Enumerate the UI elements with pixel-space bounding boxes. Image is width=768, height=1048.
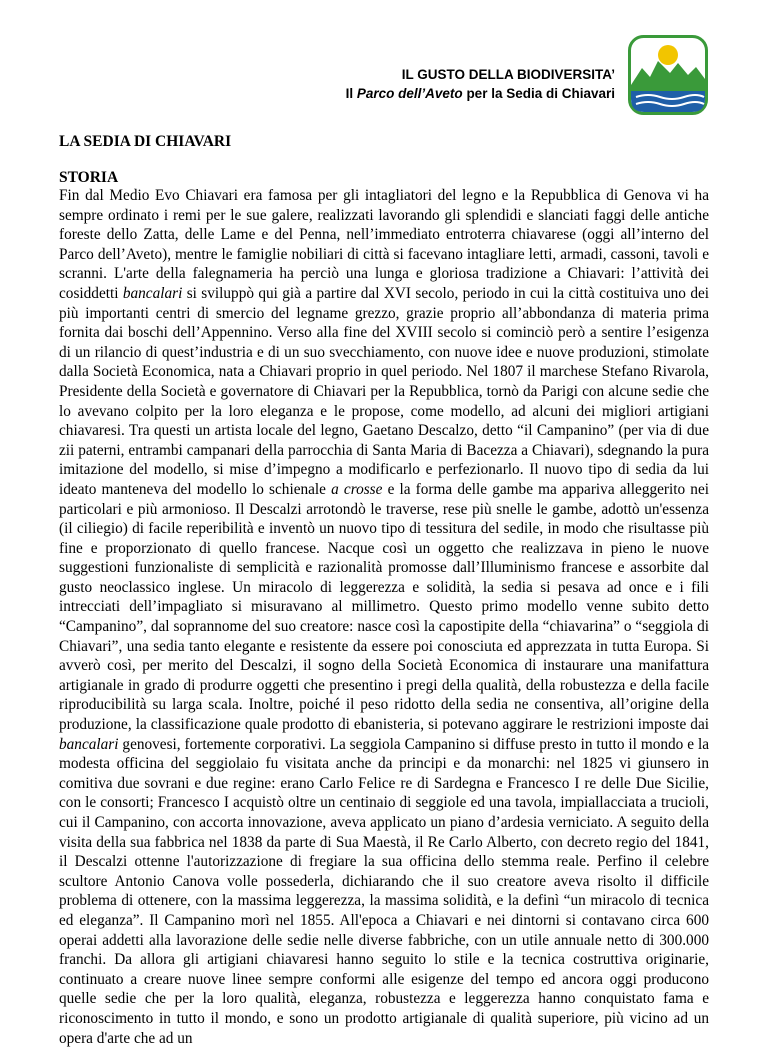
body-italic-bancalari-2: bancalari [59, 735, 119, 753]
parco-aveto-logo-icon [628, 35, 708, 115]
section-heading-storia: STORIA [59, 169, 119, 186]
header-line2-prefix: Il [345, 86, 357, 101]
body-text-segment-2: si sviluppò qui già a partire dal XVI secolo, periodo in cui la città costituiva uno dei più importanti centri di smercio del legname grezzo, grazie proprio all’abbondanza di materia prima fornita dai boschi dell’Appennino. Verso alla fine del XVIII secolo si cominciò però a sentire l’esigenza di un rilancio di quest’industria e di un suo svecchiamento, con nuove idee e nuove produzioni, stimolate dalla Società Economica, nata a Chiavari proprio in quel periodo. Nel 1807 il marchese Stefano Rivarola, Presidente della Società e governatore di Chiavari per la Repubblica, tornò da Parigi con alcune sedie che lo avevano colpito per la loro eleganza e le propose, come modello, ad alcuni dei migliori artigiani chiavaresi. Tra questi un artista locale del legno, Gaetano Descalzo, detto “il Campanino” (per via di due zii paterni, entrambi campanari della parrocchia di Santa Maria di Bacezza a Chiavari), sdegnando la pura imitazione del modello, si mise d’impegno a modificarlo e perfezionarlo. Il nuovo tipo di sedia da lui ideato manteneva del modello lo schienale [59, 284, 710, 498]
history-paragraph [59, 186, 709, 1048]
header-park-name: Parco dell’Aveto [356, 86, 463, 101]
page-header [0, 35, 768, 115]
header-title-line1: IL GUSTO DELLA BIODIVERSITA’ [401, 67, 615, 82]
header-title-block [346, 65, 615, 103]
body-text-segment-3: e la forma delle gambe ma appariva alleggerito nei particolari e più armonioso. Il Descalzi arrotondò le traverse, rese più snelle le gambe, adottò un'essenza (il ciliegio) di facile reperibilità e inventò un nuovo tipo di tessitura del sedile, in modo che risultasse più fine e proporzionato di quello francese. Nacque così un oggetto che realizzava in pieno le nuove suggestioni funzionaliste di semplicità e razionalità promosse dall’Illuminismo francese e assorbite dal gusto neoclassico inglese. Un miracolo di leggerezza e solidità, la sedia si pesava ad once e i fili intrecciati dell’impagliato si misuravano al millimetro. Questo primo modello venne subito detto “Campanino”, dal soprannome del suo creatore: nasce così la capostipite della “chiavarina” o “seggiola di Chiavari”, una sedia tanto elegante e resistente da essere poi conosciuta ed apprezzata in tutta Europa. Si avverò così, per merito del Descalzi, il sogno della Società Economica di instaurare una manifattura artigianale in grado di produrre oggetti che presentino i pregi della qualità, della robustezza e della facile riproducibilità su larga scala. Inoltre, poiché il peso ridotto della sedia ne consentiva, all’origine della produzione, la classificazione quale prodotto di ebanisteria, si potevano aggirare le restrizioni imposte dai [59, 480, 709, 734]
body-italic-bancalari-1: bancalari [122, 284, 183, 302]
body-text-segment-1: Fin dal Medio Evo Chiavari era famosa per gli intagliatori del legno e la Repubblica di Genova vi ha sempre ordinato i remi per le sue galere, realizzati lavorando gli splendidi e slanciati faggi delle antiche foreste dello Zatta, delle Lame e del Penna, nell’immediato entroterra chiavarese (oggi all’interno del Parco dell’Aveto), mentre le famiglie nobiliari di città si facevano intagliare letti, armadi, cassoni, tavoli e scranni. L'arte della falegnameria ha perciò una lunga e gloriosa tradizione a Chiavari: l’attività dei cosiddetti [59, 187, 709, 302]
body-italic-a-crosse: a crosse [331, 480, 383, 498]
header-line2-suffix: per la Sedia di Chiavari [462, 86, 615, 101]
header-title-line2 [346, 84, 615, 103]
page-title: LA SEDIA DI CHIAVARI [59, 133, 232, 150]
body-text-segment-4: genovesi, fortemente corporativi. La seggiola Campanino si diffuse presto in tutto il mondo e la modesta officina del seggiolaio fu visitata anche da principi e da monarchi: nel 1825 vi giunsero in comitiva due sovrani e due regine: erano Carlo Felice re di Sardegna e Francesco I re delle Due Sicilie, con le consorti; Francesco I acquistò oltre un centinaio di seggiole ed una tavola, impiallacciata a trucioli, cui il Campanino, con accorta innovazione, aveva applicato un piano d’ardesia verniciato. A seguito della visita della sua fabbrica nel 1838 da parte di Sua Maestà, il Re Carlo Alberto, con decreto regio del 1841, il Descalzi ottenne l'autorizzazione di fregiare la sua officina dello stemma reale. Perfino il celebre scultore Antonio Canova volle possederla, dichiarando che il suo creatore aveva risolto il difficile problema di ottenere, con la massima leggerezza, la massima solidità, e la definì “un miracolo di tecnica ed eleganza”. Il Campanino morì nel 1855. All'epoca a Chiavari e nei dintorni si contavano circa 600 operai addetti alla lavorazione delle sedie nelle diverse fabbriche, con un utile annuale netto di 300.000 franchi. Da allora gli artigiani chiavaresi hanno seguito lo stile e la tecnica costruttiva originarie, continuato a creare nuove linee sempre conformi alle esigenze del tempo ed ancora oggi producono quelle sedie che per la loro qualità, eleganza, robustezza e leggerezza hanno conquistato fama e riconoscimento in tutto il mondo, e sono un prodotto artigianale di qualità superiore, più vicino ad un opera d'arte che ad un [59, 735, 709, 1047]
